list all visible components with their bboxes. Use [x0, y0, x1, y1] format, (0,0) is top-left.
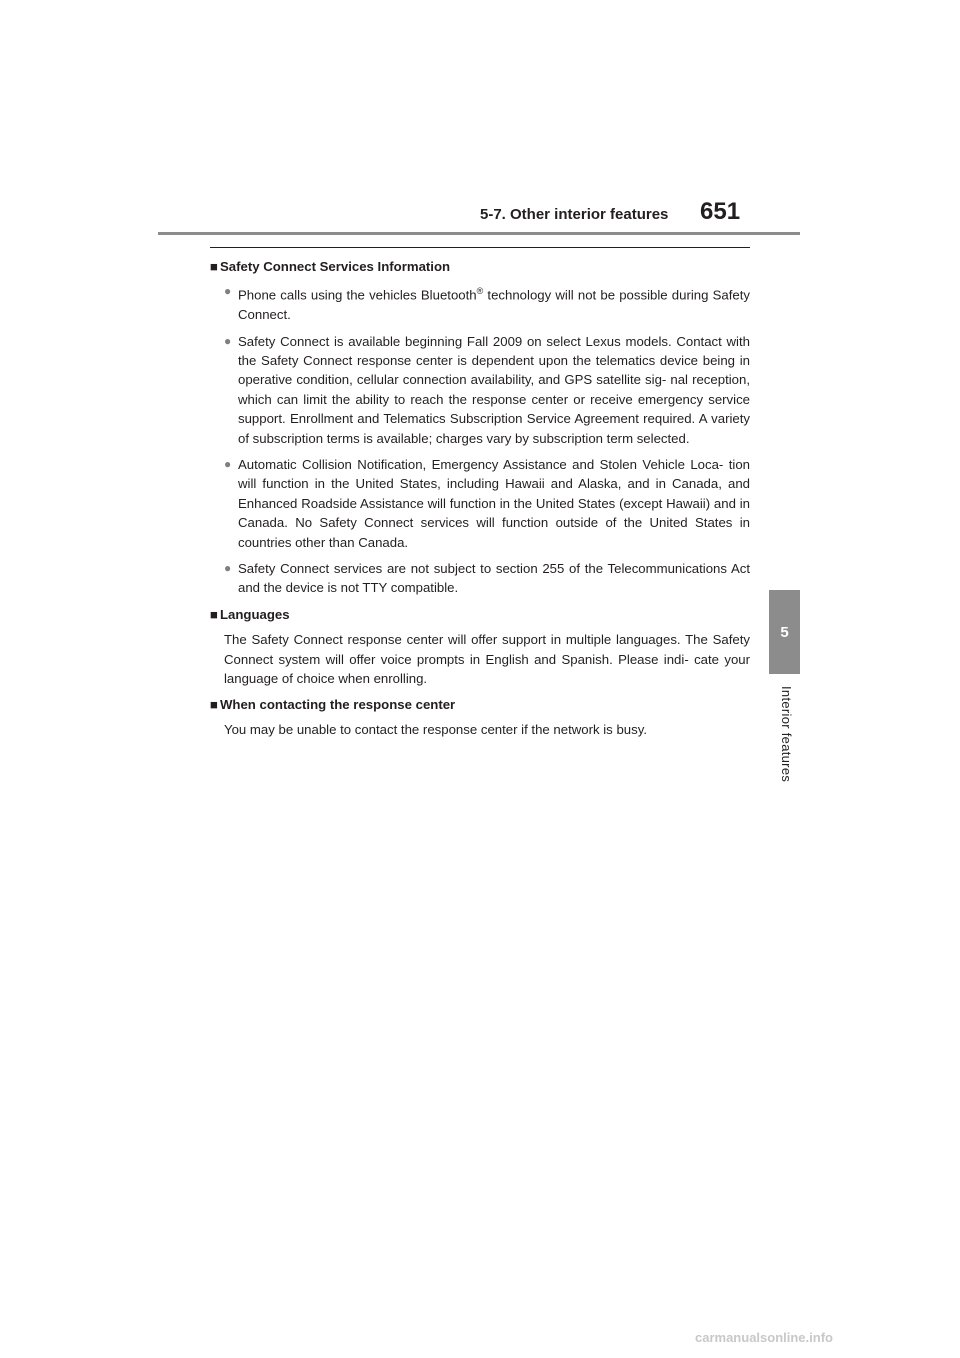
content-divider: [210, 247, 750, 248]
registered-mark: ®: [476, 286, 484, 297]
section-heading-safety: [210, 257, 750, 276]
square-bullet-icon: ■: [210, 259, 218, 274]
bullet-text: Automatic Collision Notification, Emergency Assistance and Stolen Vehicle Loca- tion will function in the United States, including Hawaii and Alaska, and in Canada, and Enhanced Roadside Assistance will function in the United States (except Hawaii) and in Canada. No Safety Connect services will function outside of the United States in countries other than Canada.: [238, 457, 750, 550]
circle-bullet-icon: ●: [224, 457, 232, 472]
square-bullet-icon: ■: [210, 696, 218, 712]
bullet-item: [210, 559, 750, 598]
page-number: 651: [700, 198, 741, 225]
page-content: [210, 257, 750, 745]
bullet-text: Phone calls using the vehicles Bluetooth: [238, 287, 477, 303]
chapter-tab[interactable]: [769, 590, 800, 674]
circle-bullet-icon: ●: [224, 561, 232, 576]
bullet-item: [210, 455, 750, 552]
header-rule: [158, 232, 800, 235]
section-heading-languages: [210, 605, 750, 624]
bullet-text: Safety Connect is available beginning Fall 2009 on select Lexus models. Contact with the Safety Connect response center is dependent upon the telematics device being in operative condition, cellular connection availability, and GPS satellite sig- nal reception, which can limit the ability to reach the response center or receive emergency service support. Enrollment and Telematics Subscription Service Agreement required. A variety of subscription terms is available; charges vary by subscription term selected.: [238, 333, 750, 446]
section-heading-contacting: [210, 695, 750, 714]
chapter-number: 5: [780, 623, 789, 641]
chapter-label: Interior features: [779, 686, 794, 783]
heading-text: Languages: [219, 606, 290, 622]
circle-bullet-icon: ●: [224, 284, 232, 299]
paragraph: The Safety Connect response center will offer support in multiple languages. The Safety Connect system will offer voice prompts in English and Spanish. Please indi- cate your language of choice when enrolling.: [224, 632, 750, 687]
bullet-item: [210, 282, 750, 324]
bullet-item: [210, 332, 750, 448]
bullet-text: Safety Connect services are not subject to section 255 of the Telecommunications Act and the device is not TTY compatible.: [238, 561, 750, 596]
bullet-text: technology will not be possible during Safety Connect.: [238, 287, 750, 323]
circle-bullet-icon: ●: [224, 333, 232, 348]
square-bullet-icon: ■: [210, 606, 218, 622]
heading-text: When contacting the response center: [219, 696, 456, 712]
watermark: carmanualsonline.info: [695, 1330, 833, 1345]
section-title: 5-7. Other interior features: [480, 206, 669, 223]
heading-text: Safety Connect Services Information: [219, 259, 451, 274]
paragraph: You may be unable to contact the response center if the network is busy.: [224, 721, 647, 737]
